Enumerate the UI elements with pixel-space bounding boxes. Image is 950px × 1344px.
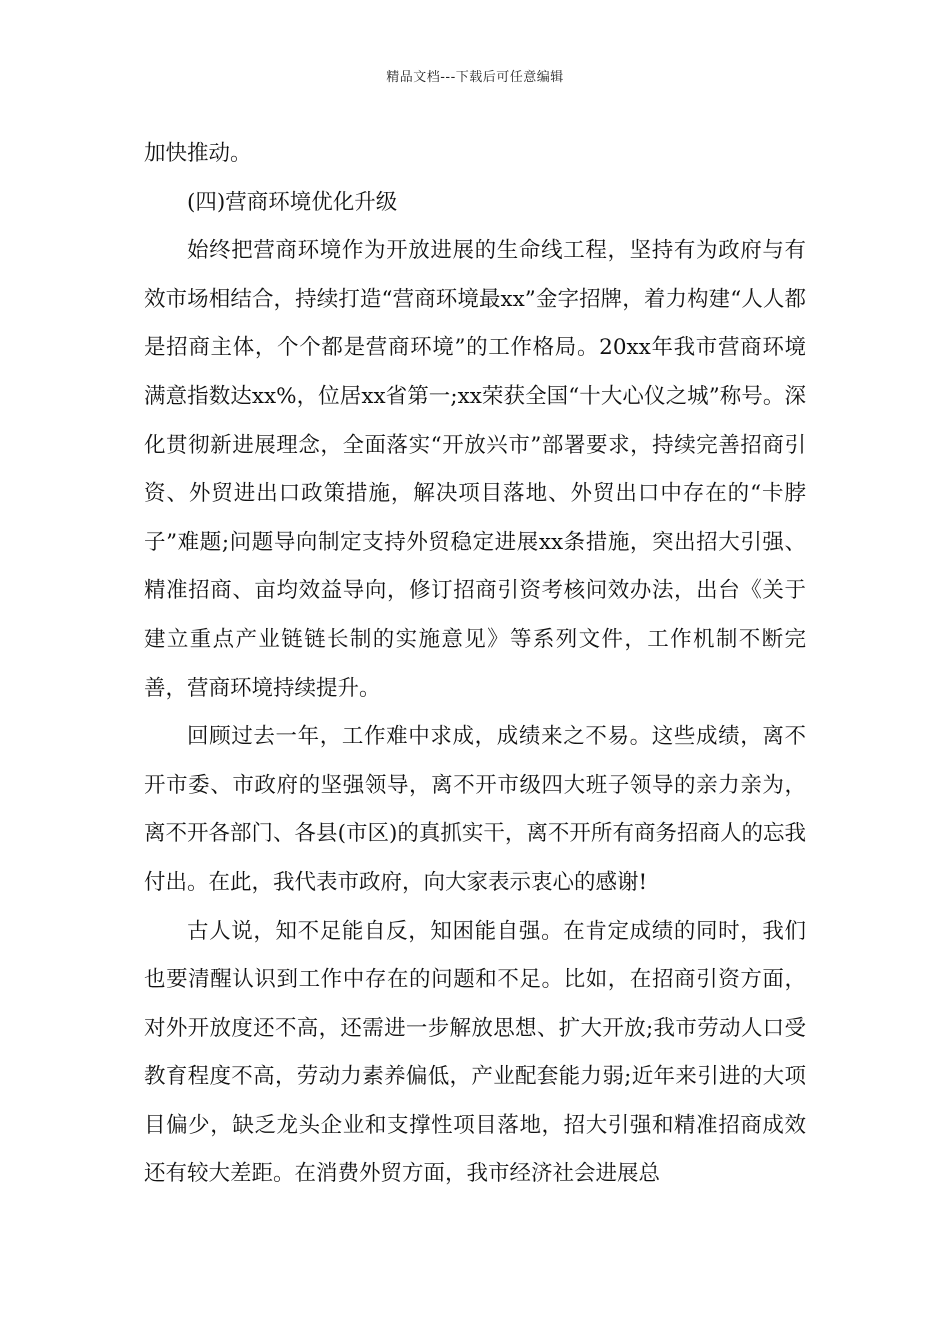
paragraph-review: 回顾过去一年，工作难中求成，成绩来之不易。这些成绩，离不开市委、市政府的坚强领导，离不开市级四大班子领导的亲力亲为，离不开各部门、各县(市区)的真抓实干，离不开所有商务招商人的忘我付出。在此，我代表市政府，向大家表示衷心的感谢! — [144, 724, 806, 895]
paragraph-business-environment: 始终把营商环境作为开放进展的生命线工程，坚持有为政府与有效市场相结合，持续打造“营商环境最xx”金字招牌，着力构建“人人都是招商主体，个个都是营商环境”的工作格局。20xx年我市营商环境满意指数达xx%，位居xx省第一;xx荣获全国“十大心仪之城”称号。深化贯彻新进展理念，全面落实“开放兴市”部署要求，持续完善招商引资、外贸进出口政策措施，解决项目落地、外贸出口中存在的“卡脖子”难题;问题导向制定支持外贸稳定进展xx条措施，突出招大引强、精准招商、亩均效益导向，修订招商引资考核问效办法，出台《关于建立重点产业链链长制的实施意见》等系列文件，工作机制不断完善，营商环境持续提升。 — [144, 238, 806, 701]
document-body — [144, 130, 806, 1199]
paragraph-continuation: 加快推动。 — [144, 141, 252, 166]
page-header: 精品文档---下载后可任意编辑 — [386, 70, 564, 85]
paragraph-shortcomings: 古人说，知不足能自反，知困能自强。在肯定成绩的同时，我们也要清醒认识到工作中存在的问题和不足。比如，在招商引资方面，对外开放度还不高，还需进一步解放思想、扩大开放;我市劳动人口受教育程度不高，劳动力素养偏低，产业配套能力弱;近年来引进的大项目偏少，缺乏龙头企业和支撑性项目落地，招大引强和精准招商成效还有较大差距。在消费外贸方面，我市经济社会进展总 — [144, 918, 806, 1187]
section-heading: (四)营商环境优化升级 — [187, 189, 398, 215]
